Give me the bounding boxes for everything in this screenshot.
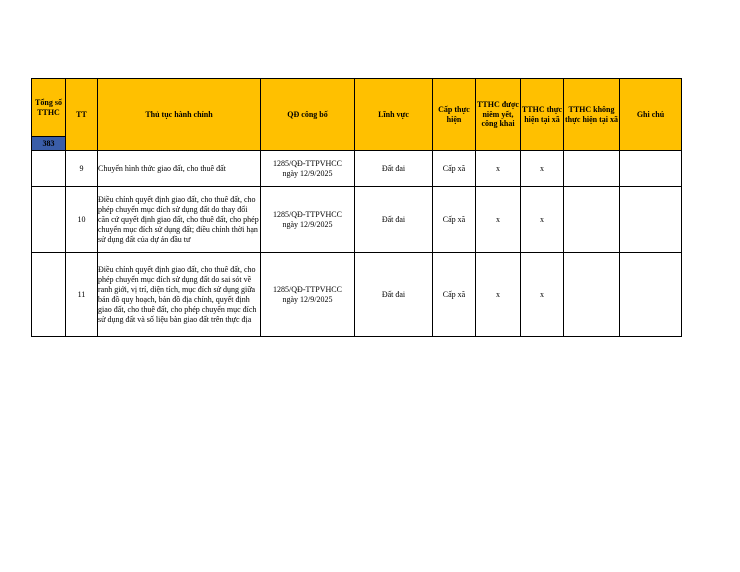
row-blank-cell <box>32 187 66 253</box>
row-procedure: Chuyển hình thức giao đất, cho thuê đất <box>98 151 261 187</box>
row-level: Cấp xã <box>433 187 476 253</box>
row-posted: x <box>476 253 521 337</box>
row-level: Cấp xã <box>433 151 476 187</box>
row-posted: x <box>476 187 521 253</box>
row-tt: 11 <box>66 253 98 337</box>
row-not-done-commune <box>564 187 620 253</box>
table-row <box>32 253 682 337</box>
row-note <box>620 151 682 187</box>
row-tt: 10 <box>66 187 98 253</box>
row-note <box>620 187 682 253</box>
row-done-commune: x <box>521 151 564 187</box>
row-field: Đất đai <box>355 253 433 337</box>
table-row <box>32 187 682 253</box>
header-posted: TTHC được niêm yết, công khai <box>476 79 521 151</box>
decision-date: ngày 12/9/2025 <box>282 168 333 178</box>
row-done-commune: x <box>521 187 564 253</box>
total-count: 383 <box>32 137 66 151</box>
row-not-done-commune <box>564 253 620 337</box>
header-not-done-commune: TTHC không thực hiện tại xã <box>564 79 620 151</box>
header-procedure: Thủ tục hành chính <box>98 79 261 151</box>
row-tt: 9 <box>66 151 98 187</box>
row-field: Đất đai <box>355 187 433 253</box>
row-level: Cấp xã <box>433 253 476 337</box>
row-not-done-commune <box>564 151 620 187</box>
header-decision: QĐ công bố <box>261 79 355 151</box>
header-row <box>32 79 682 137</box>
header-tt: TT <box>66 79 98 151</box>
decision-date: ngày 12/9/2025 <box>282 219 333 229</box>
decision-date: ngày 12/9/2025 <box>282 294 333 304</box>
row-blank-cell <box>32 253 66 337</box>
table-row <box>32 151 682 187</box>
decision-number: 1285/QĐ-TTPVHCC <box>273 209 342 219</box>
header-level: Cấp thực hiện <box>433 79 476 151</box>
row-posted: x <box>476 151 521 187</box>
total-label: Tổng số TTHC <box>32 79 66 137</box>
row-decision <box>261 253 355 337</box>
row-procedure: Điều chỉnh quyết định giao đất, cho thuê đất, cho phép chuyển mục đích sử dụng đất do thay đổi căn cứ quyết định giao đất, cho thuê đất, cho phép chuyển mục đích sử dụng đất; điều chỉnh thời hạn sử dụng đất của dự án đầu tư <box>98 187 261 253</box>
row-note <box>620 253 682 337</box>
decision-number: 1285/QĐ-TTPVHCC <box>273 158 342 168</box>
row-procedure: Điều chỉnh quyết định giao đất, cho thuê đất, cho phép chuyển mục đích sử dụng đất do sai sót về ranh giới, vị trí, diện tích, mục đích sử dụng giữa bản đồ quy hoạch, bản đồ địa chính, quyết định giao đất, cho thuê đất, cho phép chuyển mục đích sử dụng đất và số liệu bàn giao đất trên thực địa <box>98 253 261 337</box>
header-field: Lĩnh vực <box>355 79 433 151</box>
header-note: Ghi chú <box>620 79 682 151</box>
row-decision <box>261 151 355 187</box>
row-done-commune: x <box>521 253 564 337</box>
decision-number: 1285/QĐ-TTPVHCC <box>273 284 342 294</box>
procedures-table <box>31 78 682 337</box>
row-decision <box>261 187 355 253</box>
header-done-commune: TTHC thực hiện tại xã <box>521 79 564 151</box>
row-field: Đất đai <box>355 151 433 187</box>
row-blank-cell <box>32 151 66 187</box>
